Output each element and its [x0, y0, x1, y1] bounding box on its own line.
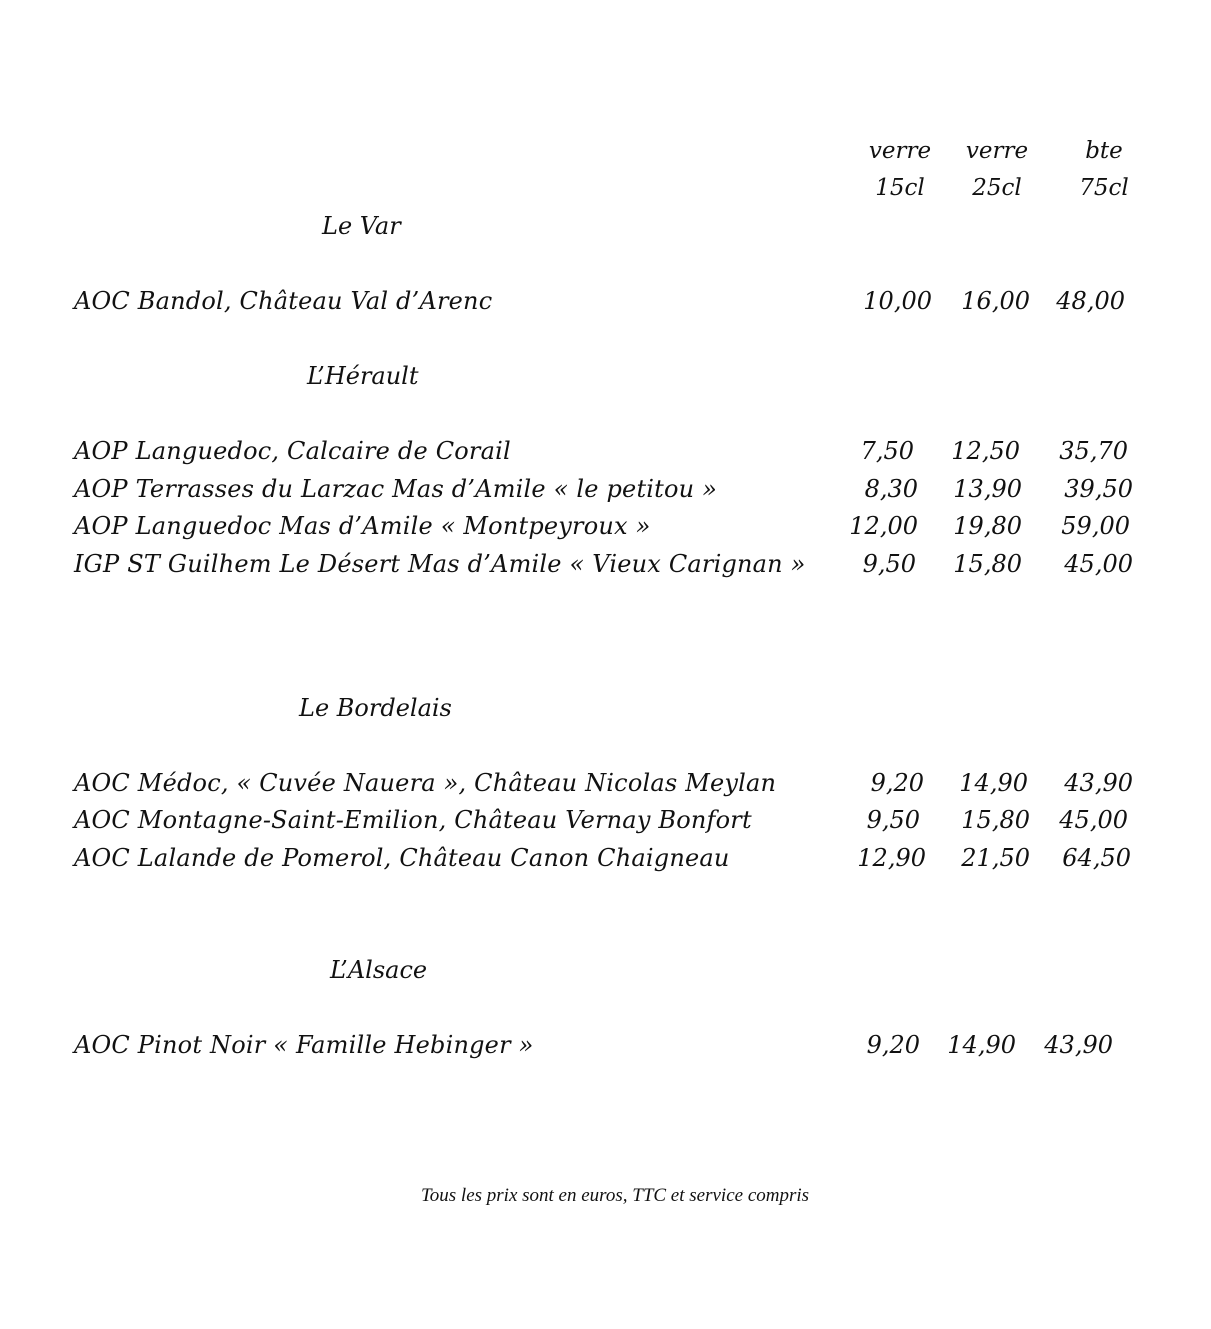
- col-header-bottle-word: bte: [1085, 138, 1123, 164]
- price-glass25: 15,80: [961, 806, 1030, 834]
- price-glass25: 13,90: [953, 475, 1022, 503]
- wine-name: IGP ST Guilhem Le Désert Mas d’Amile « Vieux Carignan »: [74, 550, 806, 578]
- price-glass15: 9,20: [870, 769, 924, 797]
- price-glass15: 12,90: [857, 844, 926, 872]
- price-bottle: 39,50: [1064, 475, 1133, 503]
- price-bottle: 45,00: [1064, 550, 1133, 578]
- price-glass15: 10,00: [863, 287, 932, 315]
- col-header-glass15-size: 15cl: [875, 175, 925, 201]
- price-bottle: 59,00: [1061, 512, 1130, 540]
- price-bottle: 45,00: [1059, 806, 1128, 834]
- price-glass25: 12,50: [951, 437, 1020, 465]
- price-glass15: 9,50: [866, 806, 920, 834]
- region-heading-var: Le Var: [322, 212, 401, 240]
- col-header-glass15-word: verre: [868, 138, 932, 164]
- price-bottle: 43,90: [1044, 1031, 1113, 1059]
- price-bottle: 64,50: [1062, 844, 1131, 872]
- region-heading-herault: L’Hérault: [307, 362, 419, 390]
- price-glass15: 9,50: [862, 550, 916, 578]
- footer-note: Tous les prix sont en euros, TTC et service compris: [420, 1185, 810, 1206]
- region-heading-alsace: L’Alsace: [330, 956, 428, 984]
- region-heading-bordelais: Le Bordelais: [299, 694, 452, 722]
- wine-name: AOC Pinot Noir « Famille Hebinger »: [74, 1031, 534, 1059]
- price-glass15: 12,00: [849, 512, 918, 540]
- wine-name: AOC Montagne-Saint-Emilion, Château Vernay Bonfort: [74, 806, 752, 834]
- col-header-bottle-size: 75cl: [1079, 175, 1129, 201]
- price-bottle: 48,00: [1056, 287, 1125, 315]
- wine-name: AOC Lalande de Pomerol, Château Canon Chaigneau: [74, 844, 730, 872]
- price-bottle: 43,90: [1064, 769, 1133, 797]
- price-glass25: 16,00: [961, 287, 1030, 315]
- price-glass25: 21,50: [961, 844, 1030, 872]
- wine-name: AOC Médoc, « Cuvée Nauera », Château Nicolas Meylan: [74, 769, 777, 797]
- price-glass25: 19,80: [953, 512, 1022, 540]
- wine-name: AOC Bandol, Château Val d’Arenc: [74, 287, 493, 315]
- price-glass25: 14,90: [959, 769, 1028, 797]
- wine-name: AOP Languedoc, Calcaire de Corail: [74, 437, 511, 465]
- price-glass25: 15,80: [953, 550, 1022, 578]
- price-glass25: 14,90: [947, 1031, 1016, 1059]
- wine-name: AOP Terrasses du Larzac Mas d’Amile « le petitou »: [74, 475, 718, 503]
- col-header-glass25-word: verre: [965, 138, 1029, 164]
- wine-name: AOP Languedoc Mas d’Amile « Montpeyroux »: [74, 512, 651, 540]
- price-glass15: 7,50: [860, 437, 914, 465]
- price-glass15: 8,30: [864, 475, 918, 503]
- price-glass15: 9,20: [866, 1031, 920, 1059]
- price-bottle: 35,70: [1059, 437, 1128, 465]
- col-header-glass25-size: 25cl: [972, 175, 1022, 201]
